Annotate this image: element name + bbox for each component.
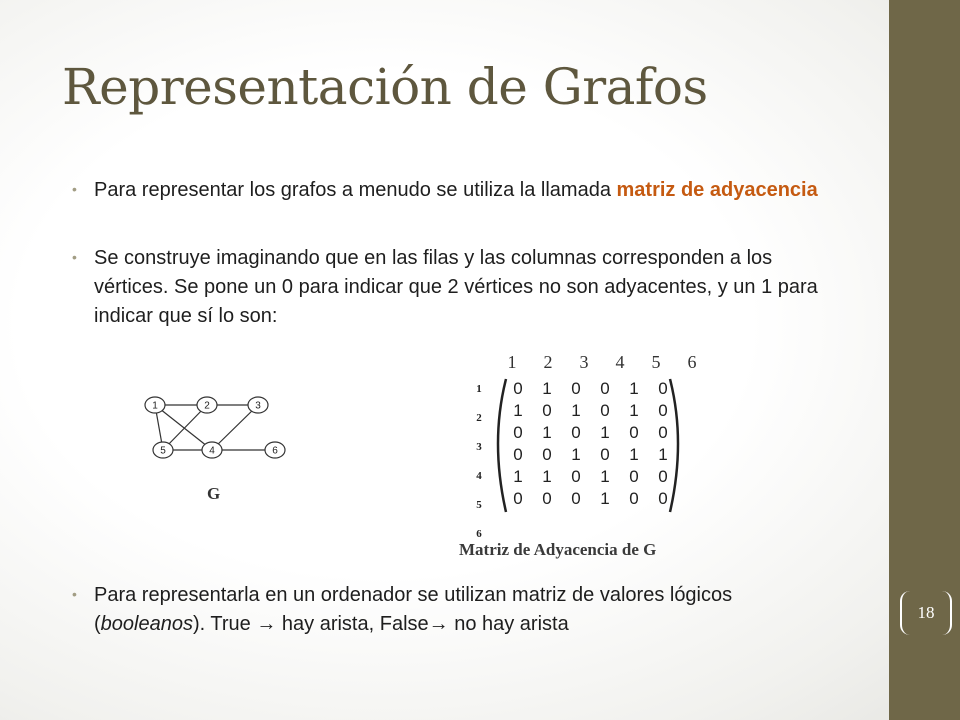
bullet-1	[94, 176, 839, 205]
matrix-right-bracket	[670, 379, 678, 512]
matrix-col-label: 2	[543, 352, 553, 372]
matrix-row-label: 6	[476, 528, 482, 540]
matrix-cell: 1	[571, 401, 581, 420]
matrix-row-label: 1	[476, 383, 482, 395]
graph-label: G	[207, 484, 221, 503]
graph-node-label-6: 6	[272, 445, 278, 457]
matrix-cell: 0	[542, 489, 552, 508]
arrow-icon: →	[256, 613, 277, 635]
matrix-cell: 1	[600, 489, 610, 508]
graph-edge-4-3	[212, 405, 258, 450]
matrix-cell: 1	[629, 401, 639, 420]
matrix-cell: 1	[571, 445, 581, 464]
matrix-cell: 1	[629, 445, 639, 464]
matrix-row-label: 2	[476, 412, 482, 424]
matrix-cell: 1	[542, 467, 552, 486]
matrix-row-label: 3	[476, 441, 482, 453]
matrix-cell: 0	[600, 379, 610, 398]
matrix-left-bracket	[498, 379, 506, 512]
matrix-cell: 0	[600, 445, 610, 464]
bullet-2	[94, 244, 839, 331]
matrix-col-label: 5	[651, 352, 661, 372]
graph-node-label-2: 2	[204, 400, 210, 412]
graph-svg	[140, 392, 290, 467]
matrix-cell: 0	[571, 423, 581, 442]
matrix-cell: 0	[513, 445, 523, 464]
matrix-cell: 0	[542, 445, 552, 464]
matrix-row-label: 4	[476, 470, 482, 482]
graph-node-label-4: 4	[209, 445, 215, 457]
bullet-3	[94, 581, 839, 639]
matrix-cell: 0	[542, 401, 552, 420]
matrix-svg	[470, 352, 700, 552]
bullet-3-text-b: ). True	[192, 613, 257, 635]
matrix-col-label: 3	[579, 352, 589, 372]
page-number: 18	[900, 591, 952, 635]
matrix-cell: 0	[571, 467, 581, 486]
matrix-cell: 0	[658, 379, 668, 398]
matrix-cell: 1	[600, 467, 610, 486]
matrix-cell: 1	[600, 423, 610, 442]
matrix-cell: 1	[629, 379, 639, 398]
matrix-col-label: 4	[615, 352, 625, 372]
matrix-cell: 0	[629, 423, 639, 442]
graph-node-label-3: 3	[255, 400, 261, 412]
slide-title: Representación de Grafos	[62, 58, 708, 116]
matrix-cell: 0	[658, 401, 668, 420]
matrix-cell: 1	[513, 467, 523, 486]
matrix-cell: 0	[513, 379, 523, 398]
bullet-3-text-a: Para representarla en un ordenador se utilizan matriz de valores lógicos (	[94, 584, 733, 635]
matrix-caption: Matriz de Adyacencia de G	[459, 540, 657, 559]
matrix-cell: 0	[658, 489, 668, 508]
graph-node-label-1: 1	[152, 400, 158, 412]
matrix-cell: 0	[629, 489, 639, 508]
matrix-cell: 0	[513, 423, 523, 442]
graph-diagram	[140, 392, 290, 467]
matrix-cell: 0	[658, 423, 668, 442]
matrix-cell: 0	[658, 467, 668, 486]
matrix-cell: 1	[513, 401, 523, 420]
matrix-cell: 1	[542, 423, 552, 442]
bullet-3-text-d: no hay arista	[448, 613, 569, 635]
bullet-2-text: Se construye imaginando que en las filas y las columnas corresponden a los vértices. Se pone un 0 para indicar que 2 vértices no son adyacentes, y un 1 para indicar que sí lo son:	[94, 247, 818, 327]
matrix-col-label: 6	[687, 352, 697, 372]
matrix-cell: 0	[571, 489, 581, 508]
bullet-3-text-c: hay arista, False	[276, 613, 429, 635]
matrix-cell: 1	[658, 445, 668, 464]
bullet-1-text: Para representar los grafos a menudo se utiliza la llamada	[94, 179, 617, 201]
arrow-icon: →	[428, 613, 449, 635]
graph-node-label-5: 5	[160, 445, 166, 457]
matrix-cell: 0	[629, 467, 639, 486]
adjacency-matrix	[470, 352, 700, 552]
matrix-cell: 0	[571, 379, 581, 398]
matrix-cell: 0	[513, 489, 523, 508]
matrix-cell: 1	[542, 379, 552, 398]
matrix-col-label: 1	[507, 352, 517, 372]
bullet-3-italic: booleanos	[100, 613, 193, 635]
matrix-row-label: 5	[476, 499, 482, 511]
matrix-cell: 0	[600, 401, 610, 420]
graph-edge-2-5	[163, 405, 207, 450]
bullet-1-highlight: matriz de adyacencia	[616, 179, 818, 201]
